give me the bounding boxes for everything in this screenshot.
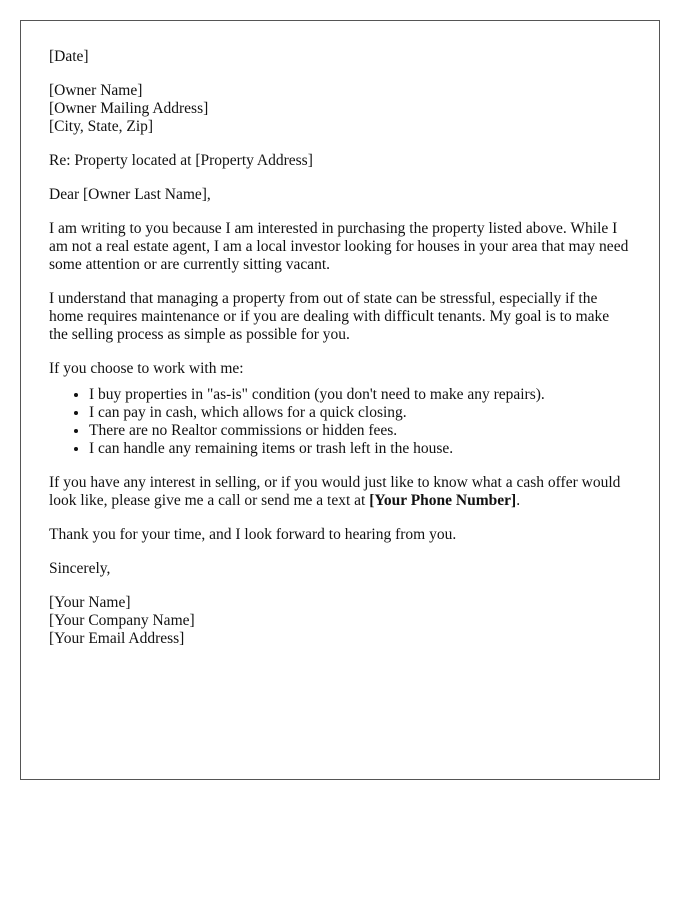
paragraph-understanding: I understand that managing a property from out of state can be stressful, especially if the home requires maintenance or if you are dealing with difficult tenants. My goal is to make the selling process as simple as possible for you.	[49, 290, 610, 343]
list-item: • I can handle any remaining items or trash left in the house.	[89, 440, 631, 458]
closing: Sincerely,	[49, 560, 111, 577]
date-line: [Date]	[49, 48, 89, 65]
salutation: Dear [Owner Last Name],	[49, 186, 211, 203]
phone-placeholder: [Your Phone Number]	[369, 492, 517, 509]
contact-period: .	[516, 492, 521, 509]
owner-address-block	[49, 82, 631, 136]
signature-block	[49, 594, 631, 648]
signer-company: [Your Company Name]	[49, 612, 195, 629]
thanks-line: Thank you for your time, and I look forward to hearing from you.	[49, 526, 457, 543]
letter-page	[20, 20, 660, 780]
owner-mailing-address: [Owner Mailing Address]	[49, 100, 209, 117]
paragraph-intro: I am writing to you because I am interested in purchasing the property listed above. While I am not a real estate agent, I am a local investor looking for houses in your area that may need some attention or are currently sitting vacant.	[49, 220, 629, 273]
contact-text: If you have any interest in selling, or if you would just like to know what a cash offer would look like, please give me a call or send me a text at	[49, 474, 621, 509]
owner-city-state-zip: [City, State, Zip]	[49, 118, 154, 135]
list-item: • I can pay in cash, which allows for a quick closing.	[89, 404, 631, 422]
signer-name: [Your Name]	[49, 594, 131, 611]
paragraph-contact	[49, 474, 631, 510]
list-item: • I buy properties in "as-is" condition (you don't need to make any repairs).	[89, 386, 631, 404]
benefits-list	[49, 386, 631, 458]
list-intro: If you choose to work with me:	[49, 360, 244, 377]
list-item: • There are no Realtor commissions or hidden fees.	[89, 422, 631, 440]
re-line: Re: Property located at [Property Address]	[49, 152, 313, 169]
owner-name: [Owner Name]	[49, 82, 143, 99]
signer-email: [Your Email Address]	[49, 630, 185, 647]
